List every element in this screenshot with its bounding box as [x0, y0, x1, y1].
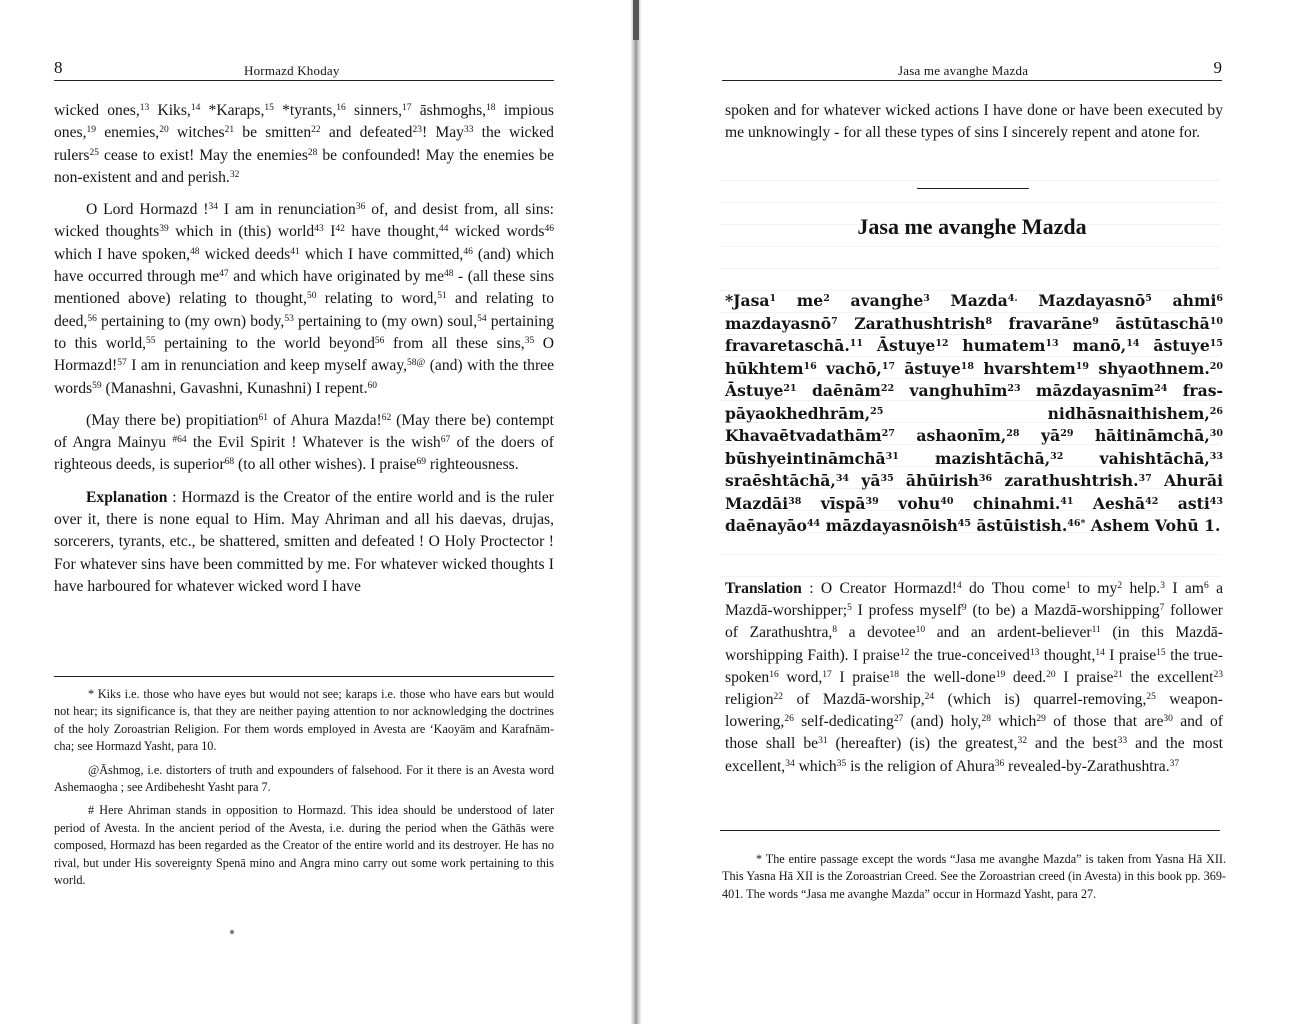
footnote-marker: 21 — [224, 125, 235, 136]
footnote-marker: 22 — [880, 383, 895, 394]
footnote-marker: 8 — [832, 625, 838, 636]
footnote-rule — [54, 676, 554, 677]
text-run: wicked deeds — [199, 245, 291, 263]
footnote-marker: 41 — [290, 246, 300, 257]
text-run: the true-spoken — [725, 646, 1223, 686]
footnote-marker: 16 — [769, 669, 779, 680]
text-run: be smitten — [234, 124, 312, 142]
paragraph — [54, 100, 554, 189]
footnote-marker: 16 — [803, 360, 817, 372]
footnote-marker: 67 — [440, 435, 451, 446]
footnote-marker: 8 — [985, 315, 993, 327]
text-run: (Manashni, Gavashni, Kunashni) I repent. — [101, 379, 368, 397]
footnote-marker: 20 — [1209, 360, 1223, 372]
footnote-marker: 24 — [1154, 383, 1168, 394]
footnote-marker: 56 — [374, 335, 385, 346]
footnote-marker: 3 — [1160, 581, 1165, 591]
footnote-marker: 2 — [823, 293, 830, 304]
text-run: (to be) a Mazdā-worshipping — [966, 602, 1160, 620]
footnote-marker: 12 — [899, 647, 910, 658]
footnote-marker: 39 — [159, 224, 169, 235]
text-run: I praise — [1104, 646, 1157, 664]
footnote-marker: 48 — [190, 246, 200, 257]
text-run: self-dedicating — [793, 713, 894, 731]
left-body-text — [54, 100, 554, 608]
footnote-marker: 4. — [1007, 293, 1018, 304]
footnote-marker: 15 — [1209, 338, 1223, 349]
text-run: a Mazdā-worshipper; — [725, 580, 1223, 620]
footnote-marker: 5 — [847, 603, 852, 614]
footnote-marker: 32 — [1017, 736, 1027, 747]
text-run: do Thou come — [961, 580, 1066, 597]
footnote-marker: 18 — [960, 360, 975, 372]
footnote-marker: 13 — [1029, 647, 1040, 658]
footnote-marker: 42 — [335, 224, 345, 235]
running-head: Jasa me avanghe Mazda — [898, 63, 1029, 78]
left-footnotes — [54, 686, 554, 895]
footnote-marker: 58@ — [407, 358, 426, 369]
footnote-marker: #64 — [172, 435, 187, 446]
text-run: āstūtaschā — [1098, 313, 1210, 333]
footnote-marker: 14 — [1126, 338, 1140, 349]
text-run: *Jasa — [725, 291, 770, 310]
paragraph — [54, 487, 554, 598]
footnote-marker: 13 — [1045, 338, 1059, 349]
text-run: daēnayāo — [725, 516, 807, 535]
footnote-marker: 42 — [1145, 495, 1159, 507]
text-run: (to all other wishes). I praise — [234, 456, 417, 474]
text-run: wicked words — [448, 223, 545, 241]
text-run: *Karaps, — [200, 102, 265, 119]
footnote-marker: 11 — [1091, 625, 1101, 636]
footnote-marker: 61 — [258, 412, 269, 423]
footnote-marker: 50 — [306, 291, 317, 302]
footnote-marker: 35 — [880, 473, 894, 484]
footnote-marker: 44 — [438, 224, 449, 235]
footnote-marker: 28 — [1006, 428, 1020, 439]
text-run: and defeated — [320, 124, 413, 142]
text-run: (May there be) contempt of Angra Mainyu — [54, 411, 554, 452]
footnote-marker: 62 — [381, 412, 392, 423]
footnote: @Āshmog, i.e. distorters of truth and expounders of falsehood. For it there is an Avesta word Ashemaogha ; see Ardibehesht Yasht para 7. — [54, 762, 554, 795]
footnote-marker: 17 — [822, 669, 832, 680]
text-run: which I have spoken, — [54, 245, 191, 263]
text-run: (and) holy, — [903, 713, 982, 731]
text-run: *tyrants, — [273, 102, 337, 119]
text-run: (in this Mazdā-worshipping Faith). I praise — [725, 624, 1223, 664]
text-run: ahmi — [1151, 291, 1217, 310]
text-run: thought, — [1039, 646, 1096, 664]
right-page — [712, 0, 1232, 1024]
footnote-marker: 23 — [1213, 669, 1223, 680]
footnote-marker: 25 — [1146, 692, 1156, 703]
text-run: of Mazdā-worship, — [783, 691, 925, 709]
footnote-marker: 21 — [783, 383, 797, 394]
text-run: sinners, — [345, 102, 403, 119]
footnote-marker: 12 — [935, 338, 949, 349]
text-run: wicked ones, — [54, 102, 140, 119]
text-run: (which is) quarrel-removing, — [934, 691, 1147, 709]
text-run: I praise — [831, 668, 890, 686]
text-run: the excellent — [1122, 668, 1214, 686]
footnote-marker: 1 — [769, 293, 777, 304]
footnote-marker: 20 — [159, 125, 169, 136]
footnote-marker: 1 — [1065, 581, 1071, 591]
footnote-marker: 41 — [1060, 495, 1074, 507]
text-run: āstuye — [1139, 336, 1210, 355]
right-footnotes — [722, 851, 1226, 909]
text-run: fras-pāyaokhedhrām, — [725, 381, 1223, 423]
footnote-marker: 30 — [1163, 714, 1173, 725]
footnote-marker: 25 — [89, 147, 100, 158]
text-run: hvarshtem — [974, 358, 1076, 378]
text-run: I praise — [1055, 668, 1114, 686]
footnote-marker: 51 — [437, 291, 447, 302]
footnote-marker: 55 — [146, 335, 156, 346]
text-run: avanghe — [829, 291, 924, 310]
text-run: nidhāsnaithishem, — [883, 403, 1210, 423]
text-run: Mazda — [929, 291, 1008, 310]
text-run: yā — [1019, 426, 1061, 445]
text-run: āshmoghs, — [411, 102, 487, 119]
section-title: Jasa me avanghe Mazda — [857, 214, 1087, 239]
text-run: and an ardent-believer — [925, 624, 1092, 642]
text-run: I am in renunciation — [217, 201, 356, 219]
footnote-marker: 36 — [355, 202, 366, 213]
footnote-marker: 20 — [1046, 669, 1056, 680]
footnote-marker: 56 — [87, 313, 97, 324]
text-run: which — [794, 757, 837, 775]
text-run: Kiks, — [149, 102, 191, 119]
footnote-rule — [720, 830, 1220, 831]
footnote-marker: 7 — [831, 315, 838, 327]
text-run: Ashem Vohū 1. — [1085, 516, 1221, 535]
text-run: Āstuye — [725, 381, 784, 400]
footnote-marker: 60 — [367, 380, 378, 391]
footnote-marker: 22 — [773, 692, 784, 703]
text-run: - (all these sins mentioned above) relating to thought, — [54, 268, 555, 308]
text-run: māzdayasnōish — [820, 516, 958, 535]
text-run: of, and desist from, all sins: wicked thoughts — [54, 201, 555, 241]
footnote-marker: 46 — [544, 224, 554, 235]
text-run: āhūirish — [893, 471, 979, 490]
text-run: word, — [778, 668, 823, 686]
text-run: Khavaētvadathām — [725, 426, 882, 445]
footnote-marker: 15 — [264, 103, 274, 113]
footnote-marker: 2 — [1117, 581, 1123, 591]
text-run: follower of Zarathushtra, — [725, 602, 1223, 642]
footnote-marker: 17 — [881, 360, 896, 372]
footnote-marker: 9 — [1092, 315, 1099, 327]
paragraph — [54, 410, 554, 477]
text-run: (and) which have occurred through me — [54, 245, 554, 286]
text-run: asti — [1158, 493, 1210, 513]
footnote-marker: 26 — [784, 714, 794, 725]
footnote-marker: 33 — [463, 125, 474, 136]
text-run: deed. — [1005, 668, 1047, 686]
text-run: ! May — [421, 124, 464, 142]
footnote-marker: 27 — [893, 714, 904, 725]
text-run: (hereafter) (is) the greatest, — [827, 735, 1018, 753]
footnote-marker: 4 — [956, 581, 962, 591]
text-run: Zarathushtrish — [837, 313, 986, 333]
footnote-marker: 22 — [311, 125, 321, 136]
footnote-marker: 32 — [229, 169, 240, 180]
text-run: from all these sins, — [384, 334, 525, 352]
section-divider — [917, 188, 1029, 189]
footnote-marker: 19 — [995, 669, 1006, 680]
footnote-marker: 10 — [1209, 315, 1223, 327]
footnote-marker: 44 — [806, 518, 821, 529]
footnote-marker: 37 — [1169, 758, 1180, 769]
footnote-marker: 11 — [849, 338, 864, 349]
text-run: the true-conceived — [909, 646, 1030, 664]
footnote-marker: 16 — [336, 103, 346, 113]
text-run: enemies, — [95, 124, 160, 142]
text-run: have thought, — [344, 223, 439, 241]
footnote-marker: 31 — [885, 450, 899, 462]
footnote-marker: 36 — [994, 758, 1005, 769]
footnote-marker: 24 — [924, 692, 935, 703]
text-run: vanghuhīm — [894, 381, 1008, 400]
text-run: of the doers of righteous deeds, is superior — [54, 434, 554, 474]
text-run: vohu — [878, 493, 941, 513]
footnote-marker: 53 — [284, 313, 294, 324]
text-run: Mazdayasnō — [1017, 291, 1146, 310]
text-run: the Evil Spirit ! Whatever is the wish — [186, 434, 441, 452]
footnote-marker: 30 — [1209, 428, 1223, 439]
text-run: which in (this) world — [168, 223, 315, 241]
text-run: which — [990, 713, 1037, 731]
footnote-marker: 3 — [923, 293, 930, 304]
footnote-marker: 38 — [788, 495, 802, 507]
text-run: hūkhtem — [725, 358, 804, 378]
header-rule — [722, 80, 1222, 81]
text-run: : Hormazd is the Creator of the entire world and is the ruler over it, there is none equal to Him. May Ahriman and all his daevas, drujas, sorcerers, tyrants, etc., be shattered, smitten and defeated ! O Holy Proctector ! For whatever sins have been committed by me. For whatever wicked thoughts I have harboured for whatever wicked word I have — [54, 488, 554, 595]
footnote-marker: 6 — [1203, 581, 1209, 591]
paragraph: spoken and for whatever wicked actions I have done or have been executed by me unknowingly - for all these types of sins I sincerely repent and atone for. — [725, 102, 1223, 142]
footnote-marker: 68 — [224, 457, 235, 468]
footnote-marker: 18 — [889, 669, 899, 680]
footnote-marker: 32 — [1050, 450, 1064, 462]
text-run: sraēshtāchā, — [725, 471, 836, 490]
text-run: I — [323, 223, 336, 241]
footnote-marker: 37 — [1138, 473, 1152, 484]
footnote-marker: 10 — [915, 625, 926, 636]
text-run: fravarāne — [992, 313, 1093, 333]
footnote-marker: 34 — [208, 202, 218, 213]
text-run: me — [776, 291, 824, 310]
text-run: āstuye — [895, 358, 961, 378]
text-run: Āstuye — [863, 336, 936, 355]
text-run: and which have originated by me — [228, 268, 444, 286]
text-run: relating to word, — [316, 290, 438, 308]
footnote-marker: 23 — [1007, 383, 1021, 394]
footnote-marker: 14 — [1095, 647, 1105, 658]
footnote-marker: 31 — [818, 736, 828, 747]
text-run: I am in renunciation and keep myself away, — [126, 357, 407, 375]
footnote-marker: 27 — [881, 428, 895, 439]
footnote-marker: 28 — [981, 714, 991, 725]
text-run: impious ones, — [54, 102, 554, 142]
text-run: manō, — [1058, 336, 1127, 355]
text-run: and the best — [1027, 735, 1118, 753]
paragraph — [54, 199, 554, 400]
text-run: fravaretaschā. — [725, 336, 850, 355]
footnote-marker: 23 — [412, 125, 422, 136]
footnote-marker: 28 — [307, 147, 318, 158]
running-head: Hormazd Khoday — [244, 63, 340, 78]
footnote-marker: 33 — [1209, 450, 1223, 462]
footnote-marker: 45 — [957, 518, 972, 529]
text-run: ashaonīm, — [894, 426, 1007, 445]
footnote-marker: 25 — [870, 405, 884, 417]
footnote-marker: 7 — [1159, 603, 1165, 614]
footnote-marker: 21 — [1113, 669, 1123, 680]
text-run: and the most excellent, — [725, 735, 1223, 775]
footnote-marker: 15 — [1156, 647, 1166, 658]
text-run: religion — [725, 691, 774, 709]
gutter-shadow — [633, 0, 639, 40]
text-run: chinahmi. — [953, 493, 1061, 513]
footnote-marker: 54 — [477, 313, 487, 324]
footnote-marker: 5 — [1145, 293, 1152, 304]
footnote-marker: 36 — [978, 473, 993, 484]
text-run: pertaining to (my own) soul, — [293, 312, 478, 330]
footnote-marker: 48 — [444, 269, 454, 280]
text-run: O Hormazd! — [54, 334, 554, 375]
text-run: mazishtāchā, — [898, 448, 1051, 468]
text-run: a devotee — [837, 624, 916, 642]
text-run: and relating to deed, — [54, 290, 554, 330]
text-run: pertaining to the world beyond — [155, 334, 375, 352]
footnote-marker: 43 — [1209, 495, 1223, 507]
text-run: the well-done — [899, 668, 996, 686]
footnote-marker: 19 — [86, 125, 96, 136]
footnote-marker: 34 — [785, 758, 795, 769]
page-number: 8 — [54, 58, 63, 77]
book-gutter — [631, 0, 641, 1024]
text-run: māzdayasnīm — [1020, 381, 1155, 400]
text-run: : O Creator Hormazd! — [801, 580, 957, 597]
text-run: help. — [1122, 580, 1161, 597]
bold-label: Explanation — [86, 488, 168, 506]
text-run: cease to exist! May the enemies — [99, 146, 308, 164]
footnote-marker: 34 — [835, 473, 850, 484]
text-run: shyaothnem. — [1089, 358, 1210, 378]
footnote-marker: 14 — [190, 103, 201, 113]
footnote-marker: 9 — [961, 603, 967, 614]
ink-speck — [230, 930, 234, 934]
footnote-marker: 57 — [117, 358, 127, 369]
footnote-marker: 46* — [1067, 518, 1086, 529]
avesta-text — [725, 290, 1223, 538]
text-run: is the religion of Ahura — [846, 757, 995, 775]
text-run: (and) with the three words — [54, 357, 554, 397]
text-run: daēnām — [796, 381, 881, 400]
text-run: zarathushtrish. — [992, 471, 1139, 490]
footnote-marker: 40 — [940, 495, 954, 507]
footnote-marker: 35 — [524, 335, 535, 346]
text-run: pertaining to (my own) body, — [96, 312, 285, 330]
footnote-marker: 6 — [1216, 293, 1224, 304]
text-run: of those that are — [1045, 713, 1164, 731]
text-run: vahishtāchā, — [1063, 448, 1210, 468]
footnote-marker: 46 — [463, 246, 473, 257]
footnote-marker: 29 — [1036, 714, 1046, 725]
text-run: righteousness. — [425, 456, 519, 474]
text-run: of Ahura Mazda! — [268, 411, 382, 429]
text-run: mazdayasnō — [725, 313, 832, 333]
footnote-marker: 47 — [219, 269, 229, 280]
left-page — [40, 0, 560, 1024]
footnote-marker: 35 — [836, 758, 847, 769]
footnote-marker: 39 — [865, 495, 879, 507]
text-run: hāitināmchā, — [1073, 426, 1210, 445]
bold-label: Translation — [725, 580, 802, 597]
text-run: O Lord Hormazd ! — [86, 201, 209, 219]
footnote-marker: 13 — [139, 103, 150, 113]
text-run: I profess myself — [851, 602, 962, 620]
text-run: Ahurāi Mazdāi — [725, 471, 1224, 513]
page-number: 9 — [1213, 58, 1222, 77]
text-run: Aeshā — [1073, 493, 1146, 513]
footnote-marker: 43 — [314, 224, 324, 235]
text-run: vachō, — [816, 358, 882, 378]
text-run: weapon-lowering, — [725, 691, 1223, 731]
text-run: I am — [1164, 580, 1204, 597]
text-run: yā — [849, 471, 881, 490]
text-run: revealed-by-Zarathushtra. — [1004, 757, 1170, 775]
footnote-marker: 17 — [402, 103, 412, 113]
footnote: * Kiks i.e. those who have eyes but would not see; karaps i.e. those who have ears but would not hear; its significance is, that they are neither paying attention to nor acknowledging the doctrines of the holy Zoroastrian Religion. For them words employed in Avesta are ‘Kaoyām and Karafnām-cha; see Hormazd Yasht, para 10. — [54, 687, 554, 754]
text-run: the wicked rulers — [54, 124, 554, 164]
footnote: * The entire passage except the words “Jasa me avanghe Mazda” is taken from Yasna Hā XII. This Yasna Hā XII is the Zoroastrian Creed. See the Zoroastrian creed (in Avesta) in this book pp. 369-401. The words “Jasa me avanghe Mazda” occur in Hormazd Yasht, para 27. — [722, 852, 1226, 901]
text-run: humatem — [948, 336, 1046, 355]
text-run: to my — [1070, 580, 1118, 597]
text-run: vīspā — [801, 493, 866, 513]
text-run: be confounded! May the enemies be non-existent and and perish. — [54, 146, 554, 186]
right-page-header — [712, 58, 1232, 80]
footnote-marker: 69 — [416, 457, 426, 468]
footnote-marker: 26 — [1209, 405, 1223, 417]
text-run: pertaining to this world, — [54, 312, 554, 352]
right-opening-text — [725, 100, 1223, 155]
footnote-marker: 29 — [1060, 428, 1074, 439]
footnote-marker: 33 — [1117, 736, 1128, 747]
text-run: which I have committed, — [299, 245, 464, 263]
text-run: (May there be) propitiation — [86, 411, 259, 429]
header-rule — [54, 80, 554, 81]
text-run: witches — [168, 124, 225, 142]
text-run: and of those shall be — [725, 713, 1223, 753]
left-page-header — [40, 58, 560, 80]
footnote-marker: 18 — [486, 103, 496, 113]
translation-text — [725, 578, 1223, 778]
footnote: # Here Ahriman stands in opposition to Hormazd. This idea should be understood of later period of Avesta. In the ancient period of the Avesta, i.e. during the period when the Gāthās were composed, Hormazd has been regarded as the Creator of the entire world and its destroyer. He has no rival, but under His sovereignty Spenā mino and Angra mino carry out some work pertaining to this world. — [54, 803, 554, 888]
footnote-marker: 59 — [92, 380, 102, 391]
text-run: būshyeintināmchā — [725, 448, 886, 468]
footnote-marker: 19 — [1075, 360, 1090, 372]
text-run: āstūistish. — [971, 516, 1068, 535]
